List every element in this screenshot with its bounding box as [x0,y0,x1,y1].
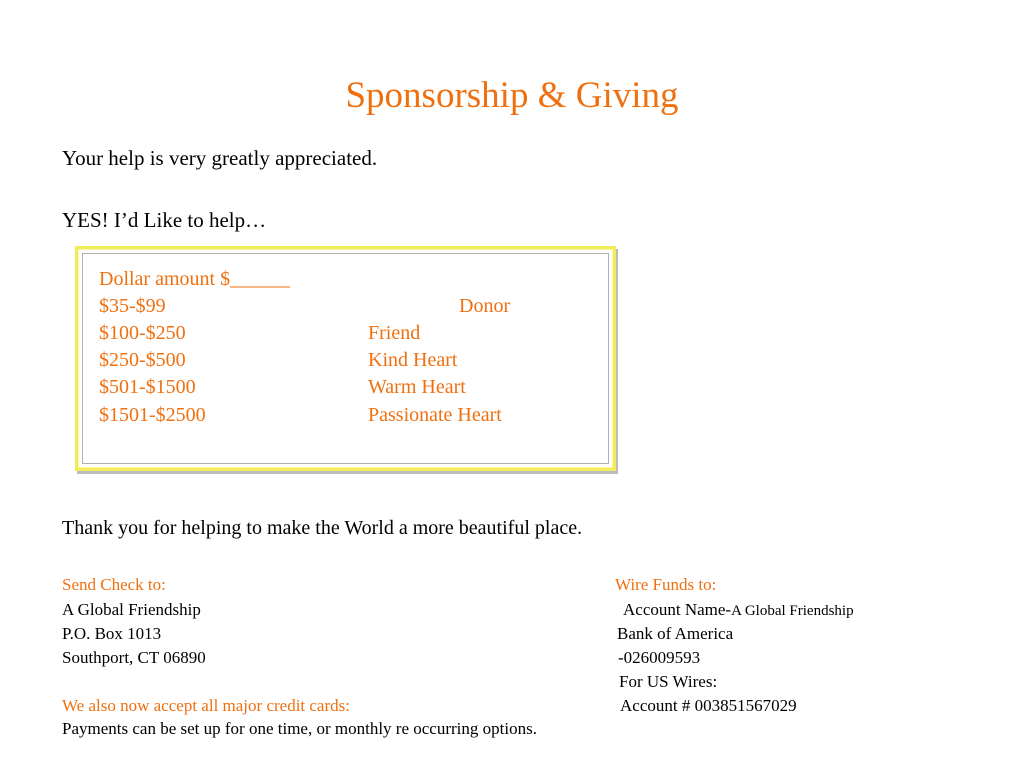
wire-account-name-label: Account Name- [623,600,732,619]
check-city: Southport, CT 06890 [62,648,206,667]
check-heading: Send Check to: [62,575,166,594]
tier-name-4: Warm Heart [368,376,466,398]
tier-range-2: $100-$250 [99,322,186,344]
check-po-box: P.O. Box 1013 [62,624,162,643]
yes-help-text: YES! I’d Like to help… [62,208,267,232]
wire-account-number: Account # 003851567029 [620,696,797,715]
tier-range-1: $35-$99 [99,295,166,317]
wire-account-name-value: A Global Friendship [731,603,854,619]
wire-heading: Wire Funds to: [615,575,717,594]
tier-range-3: $250-$500 [99,349,186,371]
tier-name-5: Passionate Heart [368,404,502,426]
appreciation-text: Your help is very greatly appreciated. [62,146,378,170]
wire-us-wires: For US Wires: [619,672,718,691]
tier-range-5: $1501-$2500 [99,404,206,426]
tier-name-2: Friend [368,322,421,344]
credit-cards-heading: We also now accept all major credit cards: [62,696,350,715]
wire-routing: -026009593 [618,648,701,667]
wire-account-name [623,600,854,620]
check-recipient: A Global Friendship [62,600,201,619]
tier-range-4: $501-$1500 [99,376,196,398]
thank-you-text: Thank you for helping to make the World a more beautiful place. [62,517,583,539]
page-title: Sponsorship & Giving [345,75,679,116]
tier-name-1: Donor [459,295,511,317]
wire-bank: Bank of America [617,624,734,643]
payments-note: Payments can be set up for one time, or monthly re occurring options. [62,719,537,738]
dollar-amount-field: Dollar amount $______ [99,268,291,290]
tier-name-3: Kind Heart [368,349,458,371]
